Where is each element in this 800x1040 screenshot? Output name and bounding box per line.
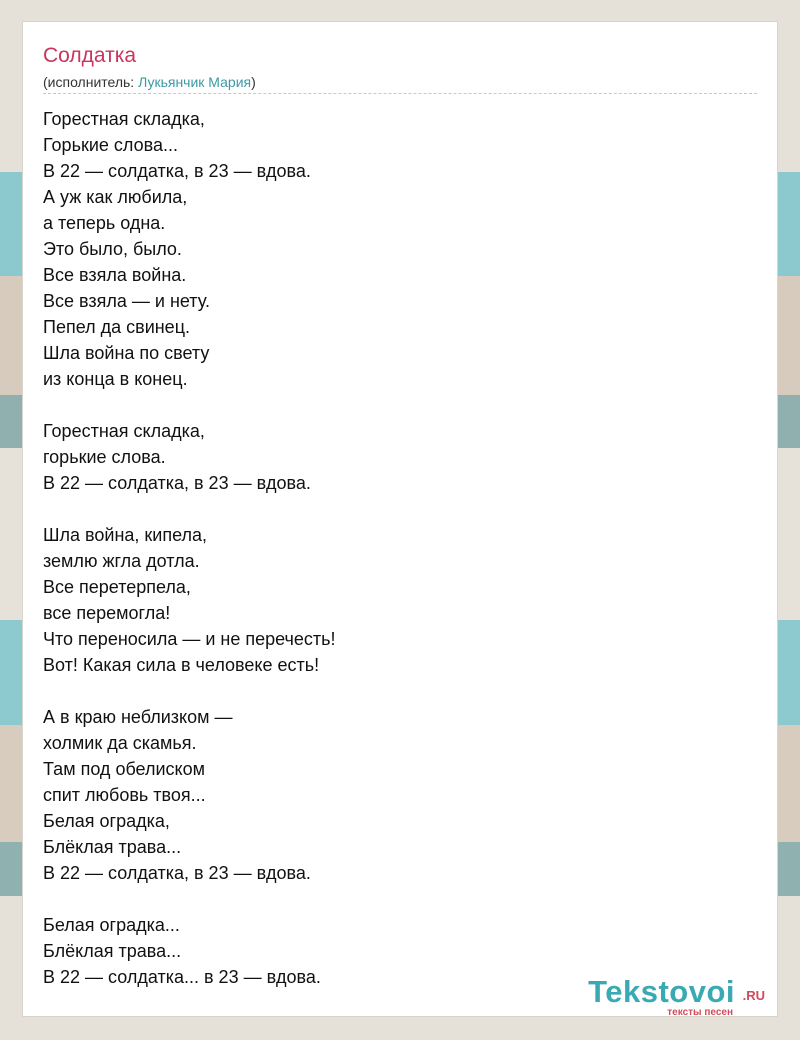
lyric-line: Горькие слова...	[43, 135, 178, 155]
logo-tagline: тексты песен	[667, 1007, 733, 1018]
lyric-line: А уж как любила,	[43, 187, 188, 207]
lyric-line: холмик да скамья.	[43, 733, 197, 753]
lyric-line: А в краю неблизком —	[43, 707, 233, 727]
site-logo[interactable]	[549, 974, 769, 1018]
lyric-line: Блёклая трава...	[43, 837, 182, 857]
title-divider	[43, 93, 757, 94]
lyric-line: В 22 — солдатка, в 23 — вдова.	[43, 863, 311, 883]
lyric-line: В 22 — солдатка, в 23 — вдова.	[43, 161, 311, 181]
lyric-line: Блёклая трава...	[43, 941, 182, 961]
lyrics-card	[22, 21, 778, 1017]
lyric-line: спит любовь твоя...	[43, 785, 206, 805]
lyric-line: Это было, было.	[43, 239, 182, 259]
lyric-line: Белая оградка...	[43, 915, 180, 935]
lyric-line: из конца в конец.	[43, 369, 188, 389]
lyric-line: землю жгла дотла.	[43, 551, 200, 571]
performer-prefix: (исполнитель:	[43, 74, 139, 90]
song-title: Солдатка	[43, 44, 137, 67]
lyric-line: Вот! Какая сила в человеке есть!	[43, 655, 320, 675]
lyric-line: горькие слова.	[43, 447, 166, 467]
lyric-line: Все взяла — и нету.	[43, 291, 210, 311]
lyric-line: Там под обелиском	[43, 759, 205, 779]
stanza-break	[43, 496, 743, 522]
lyric-line: Шла война, кипела,	[43, 525, 207, 545]
lyric-line: Что переносила — и не перечесть!	[43, 629, 336, 649]
lyric-line: Все перетерпела,	[43, 577, 191, 597]
stanza-break	[43, 678, 743, 704]
logo-domain: .RU	[742, 988, 765, 1003]
performer-line	[43, 74, 256, 90]
stanza-break	[43, 392, 743, 418]
lyric-line: Все взяла война.	[43, 265, 187, 285]
lyric-line: Горестная складка,	[43, 421, 205, 441]
lyric-line: Белая оградка,	[43, 811, 170, 831]
performer-suffix: )	[251, 74, 256, 90]
lyrics-text	[43, 106, 743, 990]
lyric-line: Шла война по свету	[43, 343, 210, 363]
logo-wordmark: Tekstovoi	[588, 974, 735, 1009]
lyric-line: В 22 — солдатка... в 23 — вдова.	[43, 967, 321, 987]
lyric-line: В 22 — солдатка, в 23 — вдова.	[43, 473, 311, 493]
lyric-line: Горестная складка,	[43, 109, 205, 129]
lyric-line: а теперь одна.	[43, 213, 166, 233]
performer-link[interactable]: Лукьянчик Мария	[138, 74, 252, 90]
lyric-line: Пепел да свинец.	[43, 317, 191, 337]
lyric-line: все перемогла!	[43, 603, 171, 623]
stanza-break	[43, 886, 743, 912]
